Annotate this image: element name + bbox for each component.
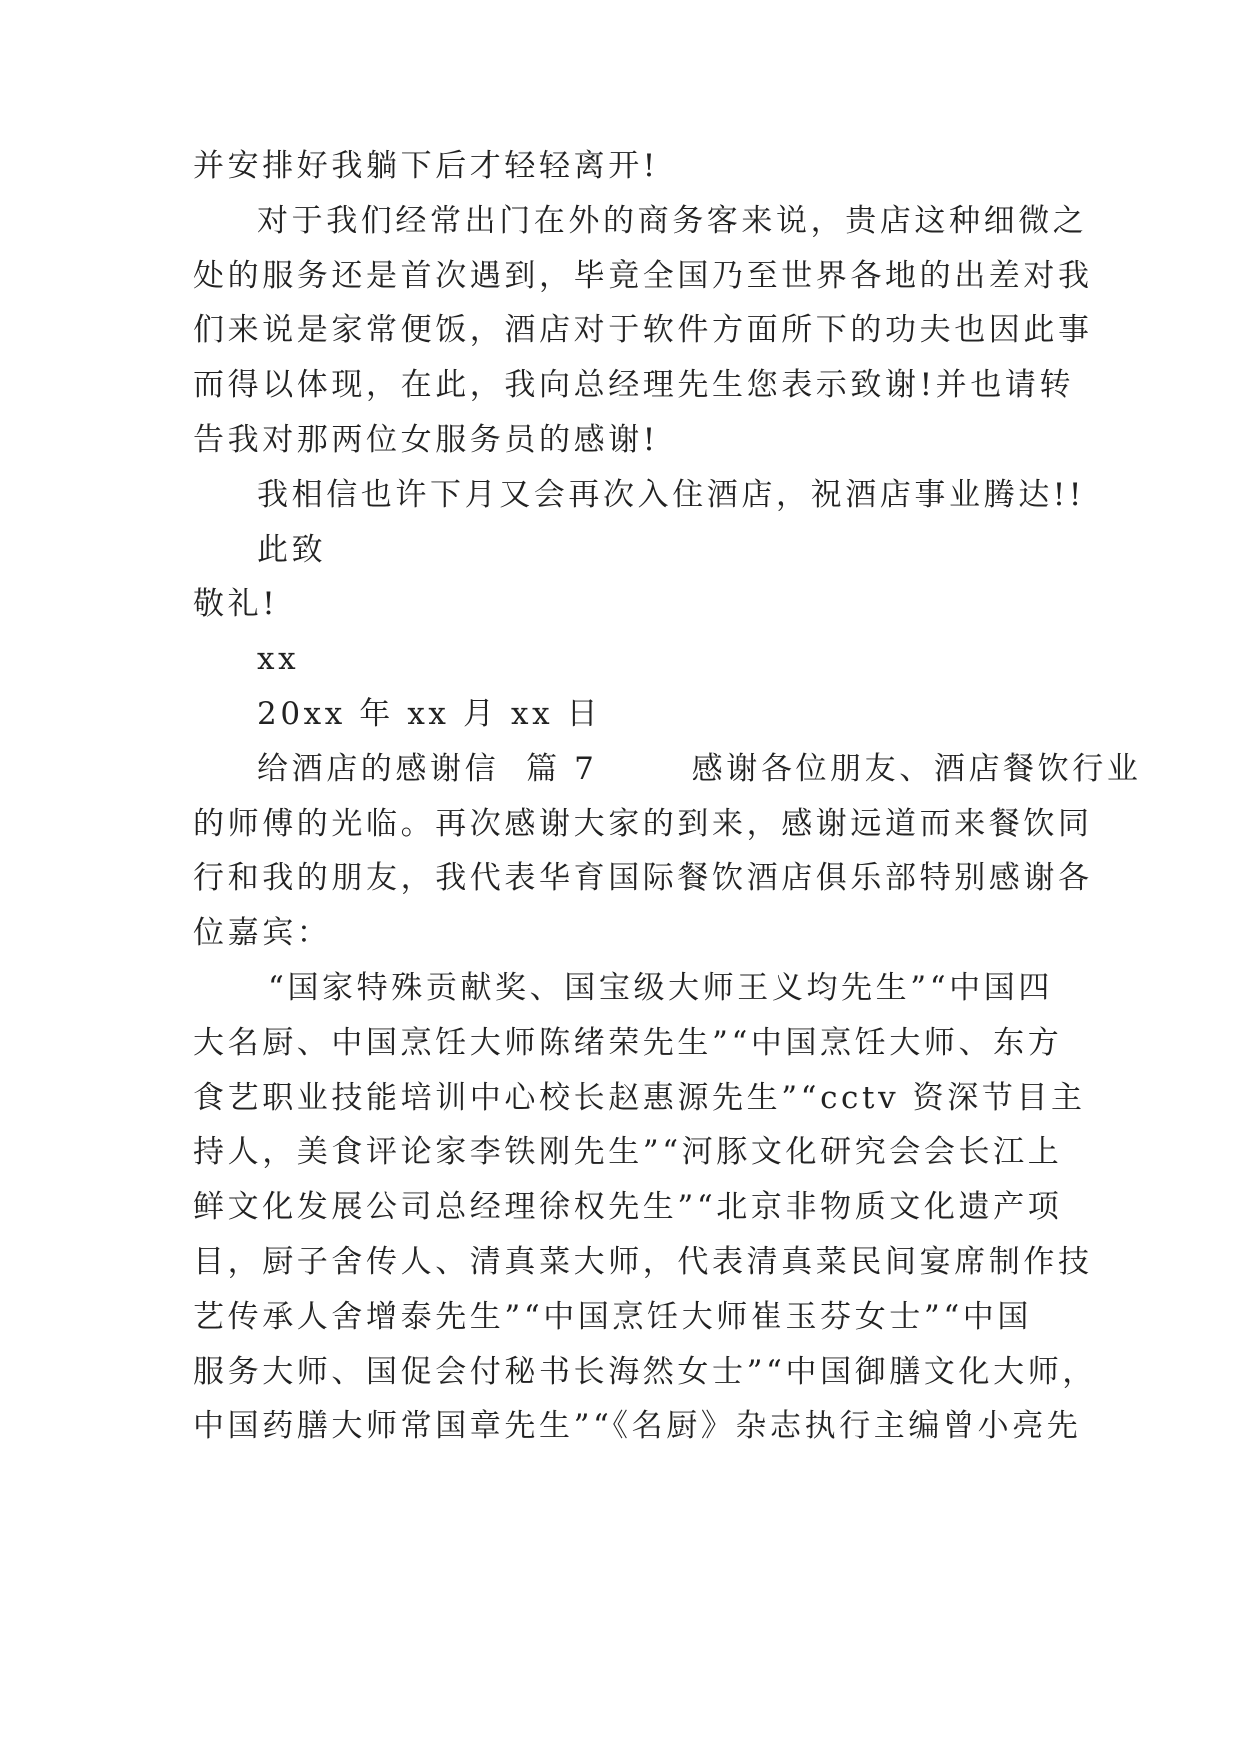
paragraph-start: 对于我们经常出门在外的商务客来说，贵店这种细微之: [257, 203, 1088, 239]
text-line: 而得以体现，在此，我向总经理先生您表示致谢!并也请转: [193, 367, 1075, 403]
text-line: 的师傅的光临。再次感谢大家的到来，感谢远道而来餐饮同: [193, 806, 1093, 842]
text-line: 目，厨子舍传人、清真菜大师，代表清真菜民间宴席制作技: [193, 1244, 1093, 1280]
text-line: 持人，美食评论家李铁刚先生”“河豚文化研究会会长江上: [193, 1134, 1063, 1170]
text-line: 告我对那两位女服务员的感谢!: [193, 422, 659, 458]
text-line: 们来说是家常便饭，酒店对于软件方面所下的功夫也因此事: [193, 312, 1093, 348]
section-heading-line: 给酒店的感谢信 篇 7 感谢各位朋友、酒店餐饮行业: [257, 751, 1142, 787]
signature-date: 20xx 年 xx 月 xx 日: [257, 696, 602, 732]
paragraph-start: “国家特殊贡献奖、国宝级大师王义均先生”“中国四: [268, 970, 1053, 1006]
paragraph-start: 我相信也许下月又会再次入住酒店，祝酒店事业腾达!!: [257, 477, 1085, 513]
signature-name: xx: [257, 641, 300, 677]
text-line: 并安排好我躺下后才轻轻离开!: [193, 148, 659, 184]
text-line: 行和我的朋友，我代表华育国际餐饮酒店俱乐部特别感谢各: [193, 860, 1093, 896]
text-line: 处的服务还是首次遇到，毕竟全国乃至世界各地的出差对我: [193, 258, 1093, 294]
text-line: 服务大师、国促会付秘书长海然女士”“中国御膳文化大师，: [193, 1354, 1097, 1390]
text-line: 中国药膳大师常国章先生”“《名厨》杂志执行主编曾小亮先: [193, 1408, 1082, 1444]
text-line: 大名厨、中国烹饪大师陈绪荣先生”“中国烹饪大师、东方: [193, 1025, 1063, 1061]
text-line: 鲜文化发展公司总经理徐权先生”“北京非物质文化遗产项: [193, 1189, 1063, 1225]
closing-salutation: 此致: [257, 532, 327, 568]
text-line: 艺传承人舍增泰先生”“中国烹饪大师崔玉芬女士”“中国: [193, 1299, 1032, 1335]
closing-respect: 敬礼!: [193, 586, 279, 622]
text-line: 食艺职业技能培训中心校长赵惠源先生”“cctv 资深节目主: [193, 1080, 1086, 1116]
text-line: 位嘉宾：: [193, 915, 332, 951]
